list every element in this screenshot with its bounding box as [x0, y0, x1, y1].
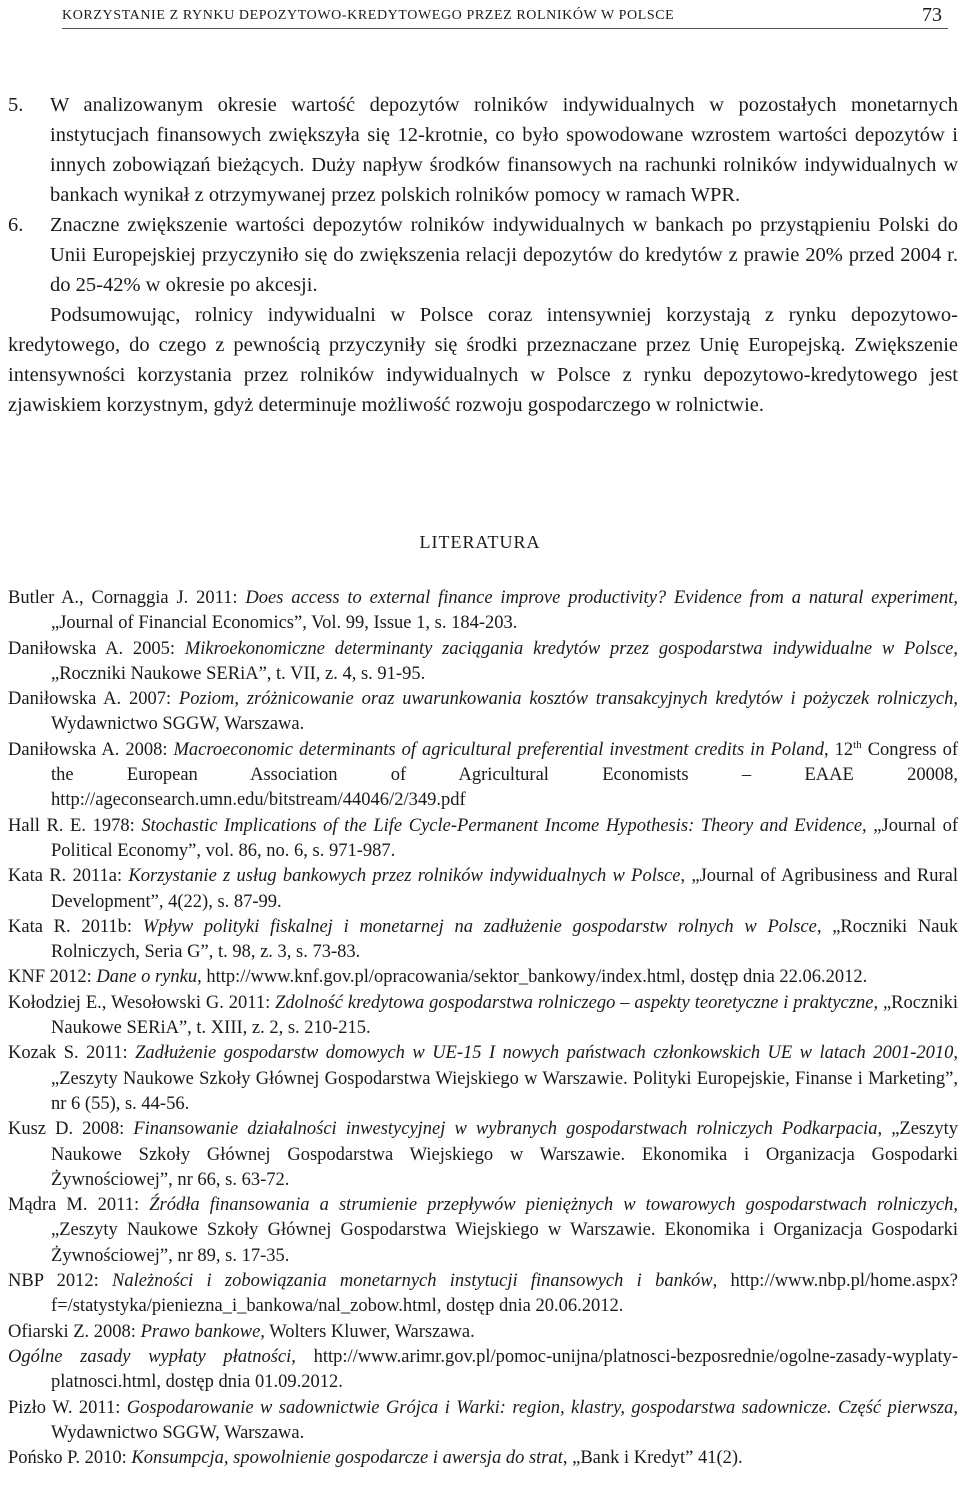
ref-author: Butler A., Cornaggia J. 2011:: [8, 588, 246, 608]
page-number: 73: [922, 4, 942, 26]
ref-title: Korzystanie z usług bankowych przez rolników indywidualnych w Polsce: [128, 866, 681, 887]
reference-item: [8, 1117, 958, 1193]
running-header: [62, 4, 948, 29]
ref-author: Kata R. 2011b:: [8, 916, 143, 937]
ref-superscript: th: [853, 738, 862, 751]
ref-author: Kozak S. 2011:: [8, 1043, 136, 1064]
ref-title: Gospodarowanie w sadownictwie Grójca i Warki: region, klastry, gospodarstwa sadownicze. Część pierwsza: [126, 1397, 954, 1418]
ref-author: Kata R. 2011a:: [8, 866, 129, 887]
ref-title: Finansowanie działalności inwestycyjnej w wybranych gospodarstwach rolniczych Podkarpacia: [133, 1119, 878, 1140]
ref-title: Does access to external finance improve productivity? Evidence from a natural experiment: [245, 588, 954, 608]
ref-title: Wpływ polityki fiskalnej i monetarnej na zadłużenie gospodarstw rolnych w Polsce: [142, 916, 817, 937]
ref-title: Poziom, zróżnicowanie oraz uwarunkowania kosztów transakcyjnych kredytów i pożyczek rolniczych: [178, 689, 954, 710]
ref-author: Daniłowska A. 2005:: [8, 638, 185, 659]
ref-details: , „Roczniki Nauk Rolniczych, Seria G”, t. 98, z. 3, s. 73-83.: [51, 916, 959, 963]
ref-details: , http://www.arimr.gov.pl/pomoc-unijna/platnosci-bezposrednie/ogolne-zasady-wyplaty-platnosci.html, dostęp dnia 01.09.2012.: [51, 1346, 958, 1393]
ref-title: Dane o rynku: [96, 967, 198, 988]
reference-item: [8, 864, 958, 915]
ref-details-pre: , 12: [824, 739, 854, 760]
reference-item: [8, 637, 958, 688]
ref-author: Pizło W. 2011:: [8, 1397, 127, 1418]
ref-author: Kołodziej E., Wesołowski G. 2011:: [8, 992, 276, 1013]
ref-title: Zadłużenie gospodarstw domowych w UE-15 I nowych państwach członkowskich UE w latach 2001-2010: [135, 1043, 954, 1064]
reference-item: [8, 1269, 958, 1320]
ref-details: , „Bank i Kredyt” 41(2).: [562, 1448, 743, 1469]
reference-item: [8, 915, 958, 966]
reference-item: [8, 1396, 958, 1447]
reference-item: [8, 965, 958, 990]
literature-heading: LITERATURA: [419, 532, 541, 552]
reference-item: [8, 1345, 958, 1396]
ref-author: Daniłowska A. 2007:: [8, 689, 179, 710]
ref-title: Macroeconomic determinants of agricultural preferential investment credits in Poland: [173, 739, 825, 760]
reference-item: [8, 738, 958, 814]
ref-details: Congress of the European Association of Agricultural Economists – EAAE 20008, http://ageconsearch.umn.edu/bitstream/44046/2/349.pdf: [51, 739, 958, 811]
ref-details: , „Roczniki Naukowe SERiA”, t. XIII, z. 2, s. 210-215.: [51, 992, 958, 1039]
ref-title: Prawo bankowe,: [140, 1321, 265, 1342]
ref-author: Mądra M. 2011:: [8, 1195, 150, 1216]
item-number: 6.: [8, 214, 24, 236]
reference-item: [8, 1041, 958, 1117]
ref-author: Daniłowska A. 2008:: [8, 739, 174, 760]
reference-list: [8, 586, 958, 1471]
ref-details: , http://www.knf.gov.pl/opracowania/sektor_bankowy/index.html, dostęp dnia 22.06.2012.: [197, 967, 868, 988]
summary-paragraph: Podsumowując, rolnicy indywidualni w Polsce coraz intensywniej korzystają z rynku depozytowo-kredytowego, do czego z pewnością przyczyniły się środki przeznaczane przez Unię Europejską. Zwiększenie intensywności korzystania przez rolników indywidualnych w Polsce z rynku depozytowo-kredytowego jest zjawiskiem korzystnym, gdyż determinuje możliwość rozwoju gospodarczego w rolnictwie.: [8, 304, 958, 416]
ref-author: Hall R. E. 1978:: [8, 815, 142, 836]
reference-item: [8, 991, 958, 1042]
reference-item: [8, 687, 958, 738]
ref-details: , „Zeszyty Naukowe Szkoły Głównej Gospodarstwa Wiejskiego w Warszawie. Polityki Europejskie, Finanse i Marketing”, nr 6 (55), s. 44-56.: [51, 1043, 958, 1114]
ref-details: , „Journal of Political Economy”, vol. 86, no. 6, s. 971-987.: [51, 815, 958, 861]
conclusion-item-5: [8, 90, 958, 210]
ref-title: Mikroekonomiczne determinanty zaciągania kredytów przez gospodarstwa indywidualne w Polsce: [184, 638, 954, 659]
ref-details: , http://www.nbp.pl/home.aspx?f=/statystyka/pieniezna_i_bankowa/nal_zobow.html, dostęp dnia 20.06.2012.: [51, 1271, 958, 1317]
ref-details: , „Roczniki Naukowe SERiA”, t. VII, z. 4, s. 91-95.: [51, 638, 958, 684]
ref-title: Konsumpcja, spowolnienie gospodarcze i awersja do strat: [131, 1448, 563, 1469]
conclusion-item-6: [8, 210, 958, 300]
ref-details: , Wydawnictwo SGGW, Warszawa.: [51, 1397, 958, 1443]
ref-title: Należności i zobowiązania monetarnych instytucji finansowych i banków: [112, 1271, 713, 1292]
ref-details: , „Zeszyty Naukowe Szkoły Głównej Gospodarstwa Wiejskiego w Warszawie. Ekonomika i Organizacja Gospodarki Żywnościowej”, nr 66, s. 63-72.: [51, 1119, 958, 1190]
reference-item: [8, 1193, 958, 1269]
ref-title: Stochastic Implications of the Life Cycle-Permanent Income Hypothesis: Theory and Evidence: [141, 815, 863, 836]
ref-details: , Wydawnictwo SGGW, Warszawa.: [51, 689, 958, 735]
reference-item: [8, 1446, 958, 1471]
ref-author: NBP 2012:: [8, 1271, 112, 1292]
conclusions-text: [8, 90, 958, 420]
item-number: 5.: [8, 94, 24, 116]
item-text: W analizowanym okresie wartość depozytów rolników indywidualnych w pozostałych monetarnych instytucjach finansowych zwiększyła się 12-krotnie, co było spowodowane wzrostem wartości depozytów i innych zobowiązań bieżących. Duży napływ środków finansowych na rachunki rolników indywidualnych w bankach wynikał z otrzymywanej przez polskich rolników pomocy w ramach WPR.: [50, 94, 958, 206]
ref-title: Zdolność kredytowa gospodarstwa rolniczego – aspekty teoretyczne i praktyczne: [275, 992, 874, 1013]
ref-details: , „Zeszyty Naukowe Szkoły Głównej Gospodarstwa Wiejskiego w Warszawie. Ekonomika i Organizacja Gospodarki Żywnościowej”, nr 89, s. 17-35.: [51, 1195, 958, 1266]
ref-details: , „Journal of Agribusiness and Rural Development”, 4(22), s. 87-99.: [51, 866, 958, 912]
ref-author: Ofiarski Z. 2008:: [8, 1321, 141, 1342]
reference-item: [8, 814, 958, 865]
ref-author: KNF 2012:: [8, 967, 97, 988]
reference-item: [8, 1320, 958, 1345]
reference-item: [8, 586, 958, 637]
ref-details: Wolters Kluwer, Warszawa.: [264, 1321, 475, 1342]
ref-title: Ogólne zasady wypłaty płatności: [8, 1346, 292, 1367]
ref-title: Źródła finansowania a strumienie przepływów pieniężnych w towarowych gospodarstwach rolniczych: [149, 1195, 954, 1216]
ref-details: , „Journal of Financial Economics”, Vol. 99, Issue 1, s. 184-203.: [51, 588, 958, 634]
item-text: Znaczne zwiększenie wartości depozytów rolników indywidualnych w bankach po przystąpieniu Polski do Unii Europejskiej przyczyniło się do zwiększenia relacji depozytów do kredytów z prawie 20% przed 2004 r. do 25-42% w okresie po akcesji.: [50, 214, 958, 296]
ref-author: Pońsko P. 2010:: [8, 1448, 132, 1469]
ref-author: Kusz D. 2008:: [8, 1119, 134, 1140]
running-title: KORZYSTANIE Z RYNKU DEPOZYTOWO-KREDYTOWEGO PRZEZ ROLNIKÓW W POLSCE: [62, 8, 675, 23]
